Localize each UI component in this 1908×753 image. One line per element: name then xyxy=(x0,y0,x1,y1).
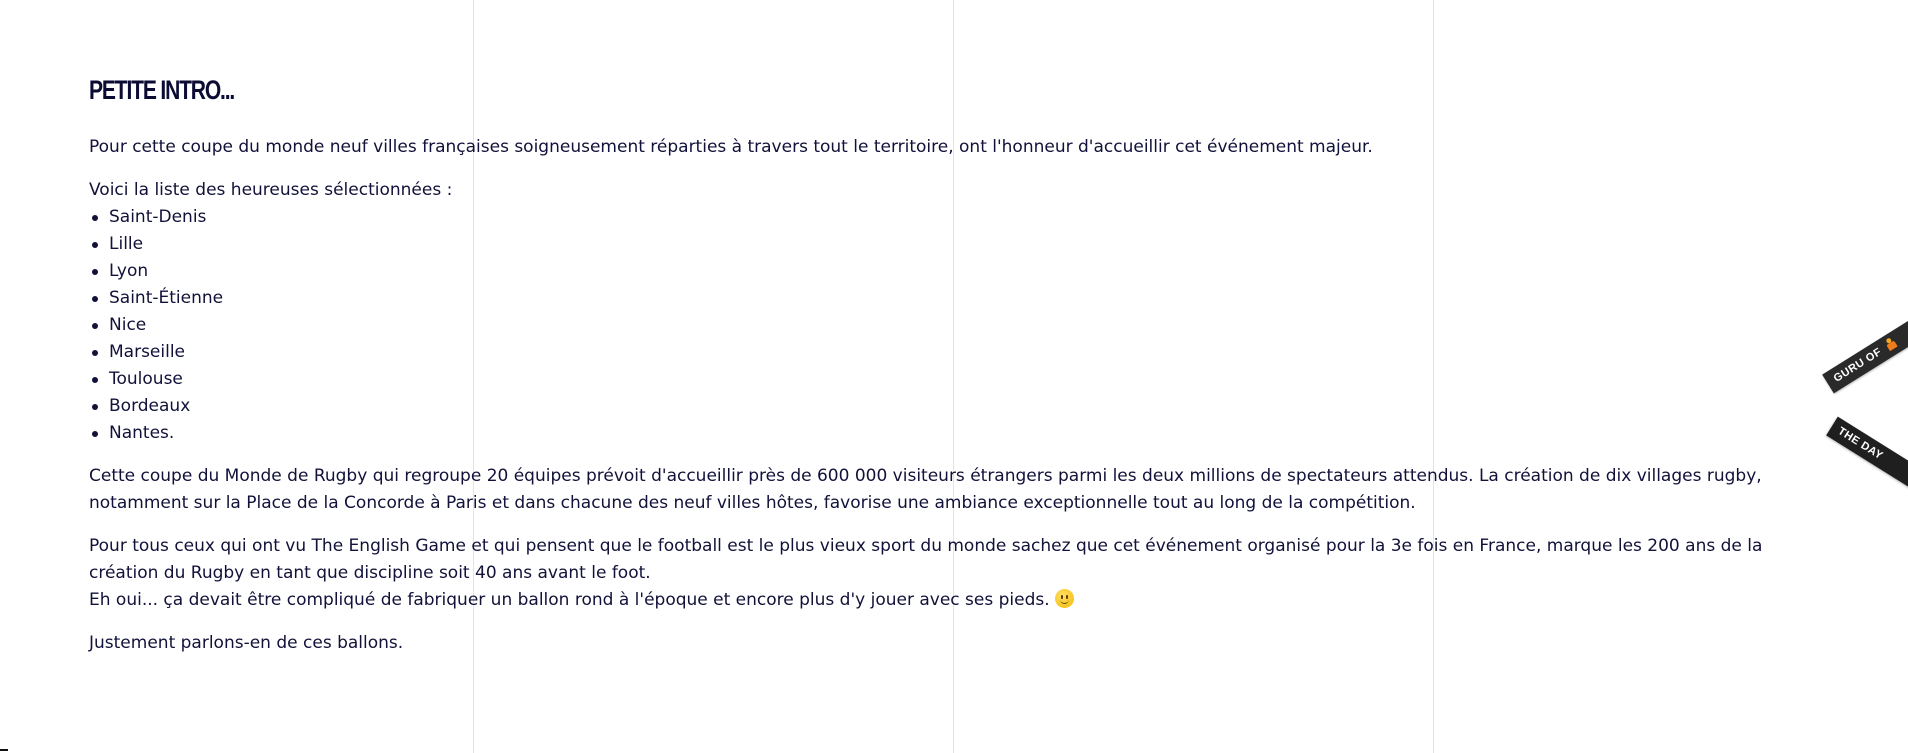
article-content xyxy=(89,70,1809,673)
rugby-world-cup-paragraph: Cette coupe du Monde de Rugby qui regroupe 20 équipes prévoit d'accueillir près de 600 000 visiteurs étrangers parmi les deux millions de spectateurs attendus. La création de dix villages rugby, notamment sur la Place de la Concorde à Paris et dans chacune des neuf villes hôtes, favorise une ambiance exceptionnelle tout au long de la compétition. xyxy=(89,466,1762,513)
smiley-emoji-icon xyxy=(1055,589,1074,608)
list-intro: Voici la liste des heureuses sélectionnées : xyxy=(89,180,453,200)
list-item xyxy=(89,339,1809,366)
list-item xyxy=(89,285,1809,312)
bullet-icon xyxy=(92,296,98,302)
city-name: Toulouse xyxy=(109,369,183,389)
bullet-icon xyxy=(92,242,98,248)
joke-text: Eh oui... ça devait être compliqué de fabriquer un ballon rond à l'époque et encore plus d'y jouer avec ses pieds. xyxy=(89,590,1050,610)
list-item xyxy=(89,420,1809,447)
list-item xyxy=(89,258,1809,285)
city-name: Nantes. xyxy=(109,423,175,443)
history-paragraph xyxy=(89,533,1809,614)
host-cities-list xyxy=(89,204,1809,447)
badge-band-bottom xyxy=(1826,417,1908,498)
guru-of-the-day-badge[interactable] xyxy=(1818,345,1908,465)
ballons-paragraph: Justement parlons-en de ces ballons. xyxy=(89,633,404,653)
badge-top-label: GURU OF xyxy=(1831,345,1884,385)
list-item xyxy=(89,312,1809,339)
bullet-icon xyxy=(92,350,98,356)
city-name: Lille xyxy=(109,234,144,254)
bullet-icon xyxy=(92,431,98,437)
intro-paragraph: Pour cette coupe du monde neuf villes françaises soigneusement réparties à travers tout le territoire, ont l'honneur d'accueillir cet événement majeur. xyxy=(89,137,1373,157)
bullet-icon xyxy=(92,377,98,383)
badge-bottom-label: THE DAY xyxy=(1835,425,1886,463)
bullet-icon xyxy=(92,215,98,221)
list-item xyxy=(89,231,1809,258)
bullet-icon xyxy=(92,269,98,275)
list-item xyxy=(89,366,1809,393)
list-item xyxy=(89,204,1809,231)
city-name: Saint-Denis xyxy=(109,207,207,227)
city-name: Lyon xyxy=(109,261,149,281)
corner-mark xyxy=(0,749,8,751)
bullet-icon xyxy=(92,323,98,329)
section-title: PETITE INTRO... xyxy=(89,75,235,105)
city-name: Saint-Étienne xyxy=(109,288,224,308)
city-name: Marseille xyxy=(109,342,186,362)
person-icon xyxy=(1883,336,1897,351)
badge-band-top xyxy=(1822,312,1908,393)
city-name: Nice xyxy=(109,315,147,335)
city-name: Bordeaux xyxy=(109,396,191,416)
bullet-icon xyxy=(92,404,98,410)
history-text: Pour tous ceux qui ont vu The English Game et qui pensent que le football est le plus vieux sport du monde sachez que cet événement organisé pour la 3e fois en France, marque les 200 ans de la création du Rugby en tant que discipline soit 40 ans avant le foot. xyxy=(89,536,1763,583)
list-item xyxy=(89,393,1809,420)
